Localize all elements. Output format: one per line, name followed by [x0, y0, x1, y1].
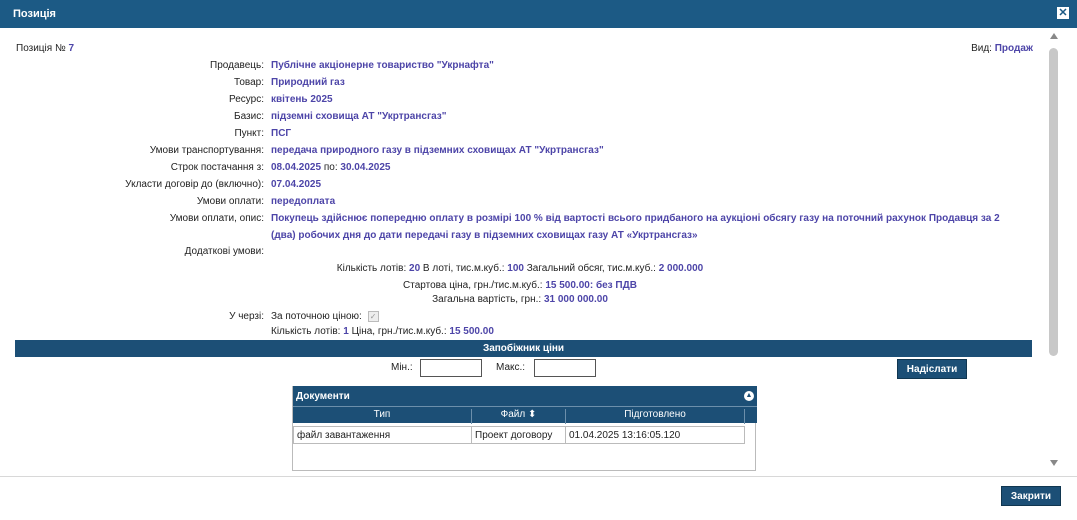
- position-number-value: 7: [68, 43, 75, 54]
- min-label: Мін.:: [391, 362, 413, 373]
- column-file-label: Файл: [500, 409, 526, 420]
- scroll-thumb[interactable]: [1049, 48, 1058, 356]
- field-label: Умови транспортування:: [149, 145, 264, 156]
- start-price: [0, 280, 1040, 291]
- delivery-from: 08.04.2025: [271, 162, 322, 173]
- field-label: Укласти договір до (включно):: [125, 179, 264, 190]
- field-label: Ресурс:: [228, 94, 264, 105]
- documents-columns: [293, 406, 757, 423]
- cell-prepared: 01.04.2025 13:16:05.120: [569, 430, 681, 441]
- field-label: Додаткові умови:: [184, 246, 264, 257]
- start-price-value: 15 500.00: без ПДВ: [545, 280, 637, 291]
- field-value: Покупець здійснює попередню оплату в розмірі 100 % від вартості всього придбаного на аукціоні обсягу газу на поточний рахунок Продавця за 2 (два) робочих дня до дати передачі газу в підземних сховищах газу АТ «Укртрансгаз»: [271, 213, 1000, 241]
- total-cost-value: 31 000 000.00: [543, 294, 608, 305]
- lots-summary: [0, 263, 1040, 274]
- scrollbar[interactable]: [1045, 28, 1062, 476]
- position-type: [971, 43, 1033, 54]
- documents-header: [293, 386, 757, 406]
- documents-panel: [292, 386, 756, 471]
- cell-divider: [565, 427, 566, 443]
- price-fuse-header: Запобіжник ціни: [15, 340, 1032, 357]
- queue-lots-label: Кількість лотів:: [271, 326, 341, 337]
- queue-lots-value: 1: [343, 326, 349, 337]
- field-label: Умови оплати:: [196, 196, 264, 207]
- field-label: Строк постачання з:: [170, 162, 264, 173]
- start-price-label: Стартова ціна, грн./тис.м.куб.:: [403, 280, 543, 291]
- field-value: квітень 2025: [271, 94, 333, 105]
- total-cost-label: Загальна вартість, грн.:: [432, 294, 542, 305]
- field-label: Умови оплати, опис:: [169, 213, 264, 224]
- field-value: підземні сховища АТ "Укртрансгаз": [271, 111, 447, 122]
- lots-in-lot: 100: [507, 263, 524, 274]
- max-price-input[interactable]: [534, 359, 596, 377]
- field-value: [271, 162, 390, 173]
- position-label: Позиція №: [16, 43, 66, 54]
- column-prepared[interactable]: Підготовлено: [566, 409, 745, 424]
- queue-price-value: 15 500.00: [449, 326, 494, 337]
- send-button[interactable]: Надіслати: [897, 359, 967, 379]
- field-label: Базис:: [234, 111, 264, 122]
- lots-count-label: Кількість лотів:: [336, 263, 407, 274]
- queue-current-price-value: [271, 311, 379, 322]
- field-value: 07.04.2025: [271, 179, 322, 190]
- column-file[interactable]: [472, 409, 566, 424]
- field-label: Пункт:: [234, 128, 264, 139]
- type-label: Вид:: [971, 43, 992, 54]
- lots-in-lot-label: В лоті, тис.м.куб.:: [422, 263, 505, 274]
- scroll-up-icon[interactable]: [1050, 33, 1058, 39]
- field-value: ПСГ: [271, 128, 292, 139]
- field-label: Продавець:: [210, 60, 264, 71]
- delivery-to: 30.04.2025: [340, 162, 391, 173]
- min-price-input[interactable]: [420, 359, 482, 377]
- cell-type: файл завантаження: [297, 430, 391, 441]
- scroll-down-icon[interactable]: [1050, 460, 1058, 466]
- sort-icon: ⬍: [527, 409, 537, 420]
- dialog-title: Позиція: [13, 8, 56, 20]
- collapse-icon[interactable]: ▲: [745, 392, 753, 399]
- cell-file[interactable]: Проект договору: [475, 430, 553, 441]
- dialog-content: [0, 28, 1045, 476]
- close-icon[interactable]: ✕: [1056, 6, 1070, 20]
- footer-divider: [0, 476, 1077, 477]
- current-price-checkbox[interactable]: ✓: [368, 311, 379, 322]
- field-label: Товар:: [234, 77, 264, 88]
- queue-lots-price-value: [271, 326, 494, 337]
- field-value: Природний газ: [271, 77, 345, 88]
- field-value: передача природного газу в підземних сховищах АТ "Укртрансгаз": [271, 145, 604, 156]
- table-row[interactable]: [293, 426, 745, 444]
- documents-title: Документи: [296, 391, 350, 402]
- lots-total: 2 000.000: [658, 263, 704, 274]
- queue-price-label: Ціна, грн./тис.м.куб.:: [351, 326, 447, 337]
- position-number: [16, 43, 74, 54]
- queue-label: У черзі:: [229, 311, 264, 322]
- delivery-to-label: по:: [323, 162, 338, 173]
- close-button[interactable]: Закрити: [1001, 486, 1061, 506]
- current-price-label: За поточною ціною:: [271, 311, 362, 323]
- max-label: Макс.:: [496, 362, 526, 373]
- cell-divider: [471, 427, 472, 443]
- dialog-titlebar: [0, 0, 1077, 28]
- lots-total-label: Загальний обсяг, тис.м.куб.:: [526, 263, 656, 274]
- total-cost: [0, 294, 1040, 305]
- lots-count: 20: [409, 263, 421, 274]
- type-value: Продаж: [994, 43, 1033, 54]
- field-value: Публічне акціонерне товариство "Укрнафта": [271, 60, 494, 71]
- field-value: передоплата: [271, 196, 336, 207]
- column-type[interactable]: Тип: [293, 409, 472, 424]
